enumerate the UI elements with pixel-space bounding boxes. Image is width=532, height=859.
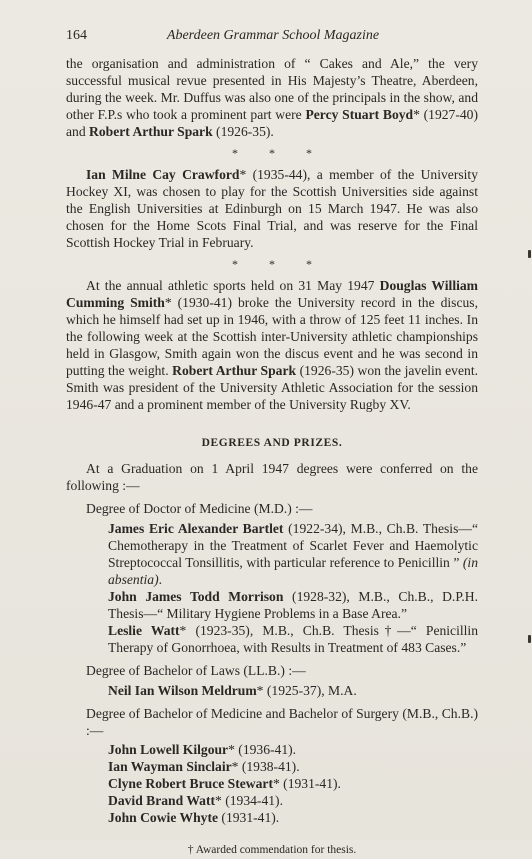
person-name: Ian Milne Cay Crawford [86,167,240,182]
page-body [66,55,478,859]
graduate-name: John James Todd Morrison [108,589,284,604]
md-entries [66,520,478,656]
degree-entry: Ian Wayman Sinclair* (1938-41). [108,759,300,774]
graduate-name: Neil Ian Wilson Meldrum [108,683,257,698]
binding-mark [528,250,531,258]
paragraph-athletics: At the annual athletic sports held on 31 May 1947 Douglas William Cumming Smith* (1930-41) broke the University record in the discus, which he himself had set up in 1946, with a throw of 125 feet 11 inches. In the following week at the Scottish inter-University athletic championships held in Glasgow, Smith again won the discus event and he was second in putting the weight. Robert Arthur Spark (1926-35) won the javelin event. Smith was president of the University Athletic Association for the session 1946-47 and a prominent member of the University Rugby XV. [66,278,478,412]
graduate-name: David Brand Watt [108,793,216,808]
degree-heading-llb: Degree of Bachelor of Laws (LL.B.) :— [86,663,306,678]
running-title: Aberdeen Grammar School Magazine [166,28,380,43]
section-heading-degrees: DEGREES AND PRIZES. [201,437,343,449]
section-separator: * * * [232,257,312,271]
degree-entry: John James Todd Morrison (1928-32), M.B., Ch.B., D.P.H. Thesis—“ Military Hygiene Problems in a Base Area.” [108,589,478,621]
degree-entry: Neil Ian Wilson Meldrum* (1925-37), M.A. [108,683,357,698]
person-name: Percy Stuart Boyd [305,107,414,122]
page-number: 164 [66,28,87,43]
degree-heading-md: Degree of Doctor of Medicine (M.D.) :— [86,501,313,516]
degree-entry: David Brand Watt* (1934-41). [108,793,283,808]
graduate-name: John Cowie Whyte [108,810,219,825]
paragraph-cakes-and-ale: the organisation and administration of “ Cakes and Ale,” the very successful musical revue presented in His Majesty’s Theatre, Aberdeen, during the week. Mr. Duffus was also one of the principals in the show, and other F.P.s who took a prominent part were Percy Stuart Boyd* (1927-40) and Robert Arthur Spark (1926-35). [66,56,479,139]
graduation-intro: At a Graduation on 1 April 1947 degrees were conferred on the following :— [66,461,478,493]
person-name: Robert Arthur Spark [172,363,297,378]
person-name: Robert Arthur Spark [89,124,213,139]
graduate-name: James Eric Alexander Bartlet [108,521,284,536]
mbchb-entries [108,741,478,826]
paragraph-hockey: Ian Milne Cay Crawford* (1935-44), a member of the University Hockey XI, was chosen to play for the Scottish Universities side against the English Universities at Edinburgh on 15 March 1947. He was also chosen for the Home Scots Final Trial, and was reserve for the Final Scottish Hockey Trial in February. [66,167,478,250]
graduate-name: John Lowell Kilgour [108,742,229,757]
binding-mark [528,635,531,643]
graduate-name: Clyne Robert Bruce Stewart [108,776,273,791]
degree-heading-mbchb: Degree of Bachelor of Medicine and Bachelor of Surgery (M.B., Ch.B.) :— [86,706,478,738]
degree-entry: Leslie Watt* (1923-35), M.B., Ch.B. Thesis†—“ Penicillin Therapy of Gonorrhoea, with Results in Treatment of 483 Cases.” [108,623,478,655]
degree-entry: John Lowell Kilgour* (1936-41). [108,742,297,757]
degree-entry: John Cowie Whyte (1931-41). [108,810,280,825]
graduate-name: Ian Wayman Sinclair [108,759,232,774]
footnote: † Awarded commendation for thesis. [187,844,357,856]
section-separator: * * * [232,146,312,160]
degree-entry: James Eric Alexander Bartlet (1922-34), M.B., Ch.B. Thesis—“ Chemotherapy in the Treatment of Scarlet Fever and Haemolytic Streptococcal Tonsillitis, with particular reference to Penicillin ” (in absentia). [108,521,478,587]
person-name: Douglas William Cumming Smith [66,278,478,310]
llb-entries [66,682,478,699]
graduate-name: Leslie Watt [108,623,180,638]
degree-entry: Clyne Robert Bruce Stewart* (1931-41). [108,776,341,791]
